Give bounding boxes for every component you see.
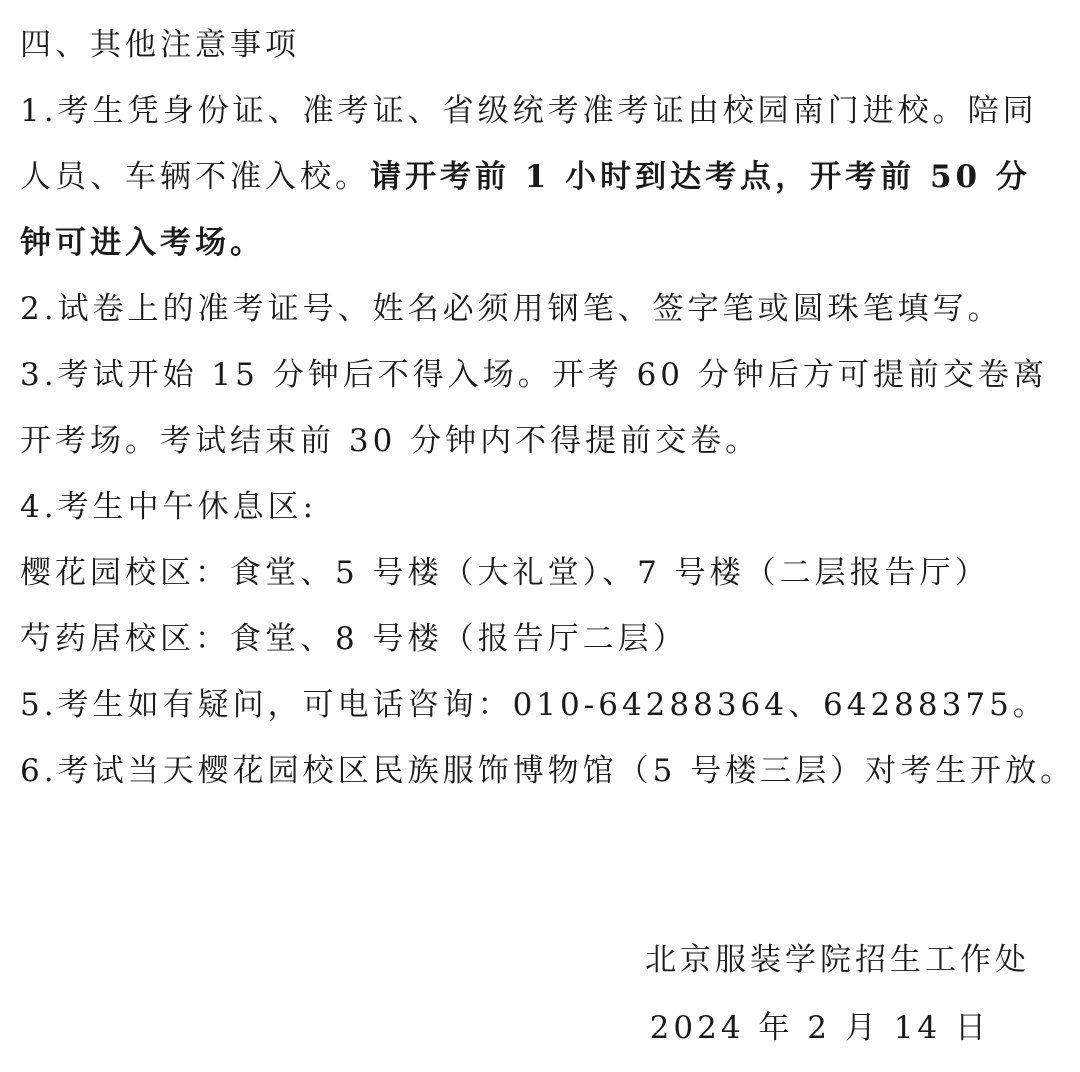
signature-date: 2024 年 2 月 14 日: [649, 1010, 990, 1046]
item-3: 3.考试开始 15 分钟后不得入场。开考 60 分钟后方可提前交卷离开考场。考试结束前 30 分钟内不得提前交卷。: [20, 357, 1048, 459]
item-2: 2.试卷上的准考证号、姓名必须用钢笔、签字笔或圆珠笔填写。: [20, 291, 1003, 327]
item-1: [20, 78, 1065, 276]
item-1-bold-text: 请开考前 1 小时到达考点，开考前 50 分钟可进入考场。: [20, 159, 1031, 261]
notice-document: [20, 12, 1076, 804]
signature-organization: 北京服装学院招生工作处: [645, 942, 1030, 978]
item-4-campus-shaoyaoju: 芍药居校区：食堂、8 号楼（报告厅二层）: [20, 621, 688, 657]
item-5: 5.考生如有疑问，可电话咨询：010-64288364、64288375。: [20, 687, 1048, 723]
item-4-campus-yinghuayuan: 樱花园校区：食堂、5 号楼（大礼堂）、7 号楼（二层报告厅）: [20, 555, 990, 591]
signature-block: [645, 930, 1030, 1058]
item-4-title: 4.考生中午休息区:: [20, 489, 318, 525]
item-1-text: 1.考生凭身份证、准考证、省级统考准考证由校园南门进校。陪同人员、车辆不准入校。: [20, 93, 1038, 195]
item-6: 6.考试当天樱花园校区民族服饰博物馆（5 号楼三层）对考生开放。: [20, 753, 1076, 789]
section-heading: 四、其他注意事项: [20, 27, 300, 63]
